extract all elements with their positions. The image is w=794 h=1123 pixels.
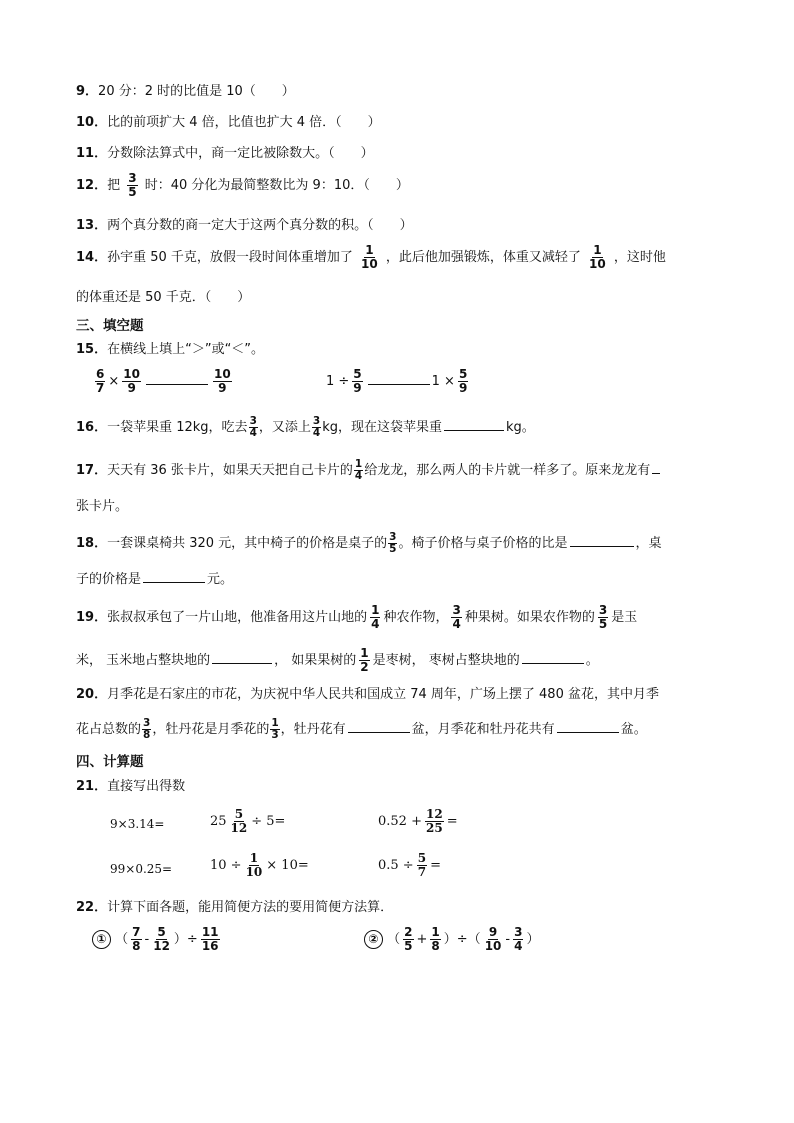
numerator: 9 <box>488 925 498 939</box>
numerator: 1 <box>249 851 259 865</box>
denominator: 25 <box>425 821 443 835</box>
denominator: 3 <box>271 729 279 741</box>
operator: - <box>505 932 511 947</box>
fraction <box>370 604 380 631</box>
fraction <box>249 416 258 439</box>
operator: ）÷ <box>173 932 198 947</box>
expression-text: 1 ÷ <box>326 374 350 389</box>
answer-blank[interactable] <box>444 429 504 431</box>
question-text: 20 分：2 时的比值是 10（ ） <box>98 84 295 99</box>
question-text: 时：40 分化为最简整数比为 9：10．（ ） <box>144 178 409 193</box>
expression-text: 1 × <box>431 374 455 389</box>
bracket: ） <box>526 932 540 947</box>
answer-blank[interactable] <box>522 662 584 664</box>
question-number: 17． <box>76 463 108 478</box>
question-text: ， 如果果树的 <box>274 653 357 668</box>
denominator: 4 <box>514 939 523 953</box>
denominator: 4 <box>312 427 321 439</box>
fraction <box>95 368 105 395</box>
numerator: 5 <box>458 367 468 381</box>
numerator: 3 <box>249 415 257 427</box>
fraction <box>359 647 369 674</box>
expression-text: 0.5 ÷ <box>378 858 414 873</box>
numerator: 11 <box>201 925 219 939</box>
numerator: 1 <box>365 243 374 257</box>
fraction <box>131 926 141 953</box>
denominator: 5 <box>128 185 137 199</box>
section-heading-fill-in: 三、填空题 <box>76 318 144 334</box>
question-number: 9． <box>76 84 99 99</box>
denominator: 9 <box>353 381 362 395</box>
calc-problem-1 <box>92 926 223 953</box>
denominator: 8 <box>143 729 151 741</box>
question-text: kg，现在这袋苹果重 <box>322 420 442 435</box>
question-number: 11． <box>76 146 108 161</box>
question-15-left-expression <box>92 368 235 395</box>
question-text: 盆，月季花和牡丹花共有 <box>411 722 555 737</box>
denominator: 10 <box>361 257 378 271</box>
question-number: 22． <box>76 900 108 915</box>
question-text: 给龙龙，那么两人的卡片就一样多了。原来龙龙有 <box>364 463 651 478</box>
expression-text: ÷ 5= <box>251 814 286 829</box>
question-number: 20． <box>76 687 108 702</box>
question-17 <box>76 459 662 482</box>
answer-blank[interactable] <box>368 383 430 385</box>
denominator: 10 <box>245 865 263 879</box>
question-13 <box>76 216 413 236</box>
fraction <box>451 604 461 631</box>
question-number: 21． <box>76 779 108 794</box>
fraction <box>513 926 523 953</box>
answer-blank[interactable] <box>146 383 208 385</box>
numerator: 2 <box>404 925 413 939</box>
question-22 <box>76 898 393 918</box>
question-text: 计算下面各题，能用简便方法的要用简便方法算． <box>107 900 394 915</box>
circled-number-2: ② <box>364 930 383 949</box>
question-text: 分数除法算式中，商一定比被除数大。（ ） <box>107 146 374 161</box>
operator: - <box>144 932 150 947</box>
question-14-line-2 <box>76 288 250 308</box>
expression-text: 0.52 + <box>378 814 422 829</box>
question-9 <box>76 82 295 102</box>
numerator: 3 <box>514 925 523 939</box>
answer-blank[interactable] <box>570 545 634 547</box>
fraction <box>403 926 413 953</box>
circled-number-1: ① <box>92 930 111 949</box>
question-number: 14． <box>76 250 108 265</box>
denominator: 5 <box>389 543 397 555</box>
question-text: 天天有 36 张卡片，如果天天把自己卡片的 <box>107 463 353 478</box>
whole-number: 25 <box>210 814 227 829</box>
fraction <box>352 368 362 395</box>
denominator: 4 <box>371 617 380 631</box>
question-text: 元。 <box>207 572 234 587</box>
question-text: 比的前项扩大 4 倍，比值也扩大 4 倍．（ ） <box>107 115 381 130</box>
denominator: 4 <box>452 617 461 631</box>
calc-item-2 <box>210 808 285 835</box>
numerator: 10 <box>123 367 140 381</box>
numerator: 3 <box>312 415 321 427</box>
denominator: 10 <box>589 257 606 271</box>
question-19-line-2 <box>76 647 599 674</box>
answer-blank[interactable] <box>557 731 619 733</box>
question-text: 两个真分数的商一定大于这两个真分数的积。（ ） <box>107 218 413 233</box>
question-16 <box>76 416 535 439</box>
answer-blank[interactable] <box>652 472 660 474</box>
question-20 <box>76 685 659 705</box>
question-text: 张卡片。 <box>76 499 129 514</box>
question-12 <box>76 172 409 199</box>
question-17-line-2 <box>76 497 128 517</box>
fraction <box>127 172 137 199</box>
question-number: 16． <box>76 420 108 435</box>
denominator: 12 <box>153 939 170 953</box>
fraction <box>458 368 468 395</box>
question-text: 盆。 <box>620 722 647 737</box>
bracket: （ <box>387 932 401 947</box>
question-text: 。椅子价格与桌子价格的比是 <box>398 536 568 551</box>
fraction <box>245 852 264 879</box>
fraction <box>484 926 503 953</box>
fraction <box>360 244 379 271</box>
numerator: 6 <box>96 367 105 381</box>
question-text: 直接写出得数 <box>107 779 186 794</box>
fraction <box>230 808 249 835</box>
question-text: kg。 <box>505 420 535 435</box>
question-21 <box>76 777 185 797</box>
fraction <box>152 926 171 953</box>
numerator: 3 <box>389 531 397 543</box>
question-text: 孙宇重 50 千克，放假一段时间体重增加了 <box>107 250 353 265</box>
fraction <box>598 604 608 631</box>
question-11 <box>76 144 374 164</box>
question-text: 种果树。如果农作物的 <box>464 610 595 625</box>
denominator: 5 <box>598 617 608 631</box>
fraction <box>417 852 427 879</box>
question-14 <box>76 244 666 271</box>
numerator: 1 <box>354 458 363 470</box>
fraction <box>588 244 607 271</box>
question-text: 是枣树， 枣树占整块地的 <box>372 653 520 668</box>
question-text: 张叔叔承包了一片山地，他准备用这片山地的 <box>107 610 368 625</box>
expression-text: = <box>430 858 441 873</box>
question-text: 米， 玉米地占整块地的 <box>76 653 211 668</box>
denominator: 4 <box>249 427 257 439</box>
question-text: 花占总数的 <box>76 722 142 737</box>
question-20-line-2 <box>76 718 647 741</box>
operator: ）÷（ <box>443 932 481 947</box>
calc-item-5 <box>210 852 309 879</box>
question-19 <box>76 604 637 631</box>
denominator: 9 <box>127 381 136 395</box>
numerator: 1 <box>360 646 369 660</box>
denominator: 12 <box>230 821 248 835</box>
expression-text: 10 ÷ <box>210 858 242 873</box>
question-text: 是玉 <box>611 610 638 625</box>
fraction <box>201 926 220 953</box>
fraction <box>213 368 232 395</box>
answer-blank[interactable] <box>143 581 205 583</box>
denominator: 10 <box>484 939 502 953</box>
fraction <box>270 718 279 741</box>
fraction <box>312 416 321 439</box>
operator: × <box>108 374 120 389</box>
numerator: 5 <box>234 807 244 821</box>
question-18-line-2 <box>76 570 233 590</box>
question-text: ，这时他 <box>613 250 666 265</box>
question-number: 12． <box>76 178 108 193</box>
question-text: 种农作物， <box>383 610 449 625</box>
question-number: 18． <box>76 536 108 551</box>
denominator: 5 <box>404 939 413 953</box>
calc-item-1: 9×3.14= <box>110 817 165 831</box>
denominator: 7 <box>96 381 105 395</box>
question-18 <box>76 532 662 555</box>
denominator: 8 <box>132 939 141 953</box>
numerator: 1 <box>271 717 279 729</box>
numerator: 1 <box>593 243 602 257</box>
question-text: ，牡丹花是月季花的 <box>152 722 270 737</box>
expression-text: = <box>446 814 458 829</box>
question-15-right-expression <box>326 368 471 395</box>
fraction <box>142 718 151 741</box>
calc-item-6 <box>378 852 441 879</box>
question-text: 。 <box>585 653 599 668</box>
operator: + <box>416 932 428 947</box>
question-text: 月季花是石家庄的市花，为庆祝中华人民共和国成立 74 周年，广场上摆了 480 盆花，其中月季 <box>107 687 659 702</box>
question-text: ，又添上 <box>258 420 311 435</box>
question-text: ，牡丹花有 <box>280 722 346 737</box>
fraction <box>430 926 440 953</box>
bracket: （ <box>115 932 129 947</box>
numerator: 12 <box>425 807 443 821</box>
question-text: 在横线上填上“＞”或“＜”。 <box>107 342 265 357</box>
question-number: 19． <box>76 610 108 625</box>
denominator: 9 <box>458 381 468 395</box>
answer-blank[interactable] <box>348 731 410 733</box>
numerator: 3 <box>452 603 461 617</box>
expression-text: × 10= <box>266 858 309 873</box>
denominator: 8 <box>431 939 440 953</box>
denominator: 7 <box>417 865 427 879</box>
question-text: 子的价格是 <box>76 572 142 587</box>
numerator: 3 <box>143 717 151 729</box>
numerator: 5 <box>157 925 166 939</box>
numerator: 3 <box>128 171 137 185</box>
denominator: 9 <box>218 381 227 395</box>
question-text: ，桌 <box>635 536 662 551</box>
question-10 <box>76 113 381 133</box>
question-text: ，此后他加强锻炼，体重又减轻了 <box>385 250 581 265</box>
fraction <box>354 459 363 482</box>
question-text: 一袋苹果重 12kg，吃去 <box>107 420 248 435</box>
question-text: 一套课桌椅共 320 元，其中椅子的价格是桌子的 <box>107 536 388 551</box>
fraction <box>122 368 141 395</box>
fraction <box>388 532 397 555</box>
numerator: 1 <box>371 603 380 617</box>
numerator: 7 <box>132 925 141 939</box>
denominator: 4 <box>354 470 363 482</box>
numerator: 10 <box>213 367 231 381</box>
denominator: 16 <box>201 939 219 953</box>
numerator: 1 <box>431 925 440 939</box>
answer-blank[interactable] <box>212 662 272 664</box>
numerator: 3 <box>598 603 608 617</box>
calc-item-3 <box>378 808 458 835</box>
question-text: 的体重还是 50 千克．（ ） <box>76 290 251 305</box>
calc-problem-2 <box>364 926 539 953</box>
numerator: 5 <box>417 851 427 865</box>
question-number: 10． <box>76 115 108 130</box>
fraction <box>425 808 444 835</box>
denominator: 2 <box>360 660 369 674</box>
section-heading-calculation: 四、计算题 <box>76 754 144 770</box>
question-text: 把 <box>107 178 121 193</box>
calc-item-4: 99×0.25= <box>110 862 173 876</box>
question-15 <box>76 340 264 360</box>
question-number: 15． <box>76 342 108 357</box>
question-number: 13． <box>76 218 108 233</box>
numerator: 5 <box>353 367 362 381</box>
